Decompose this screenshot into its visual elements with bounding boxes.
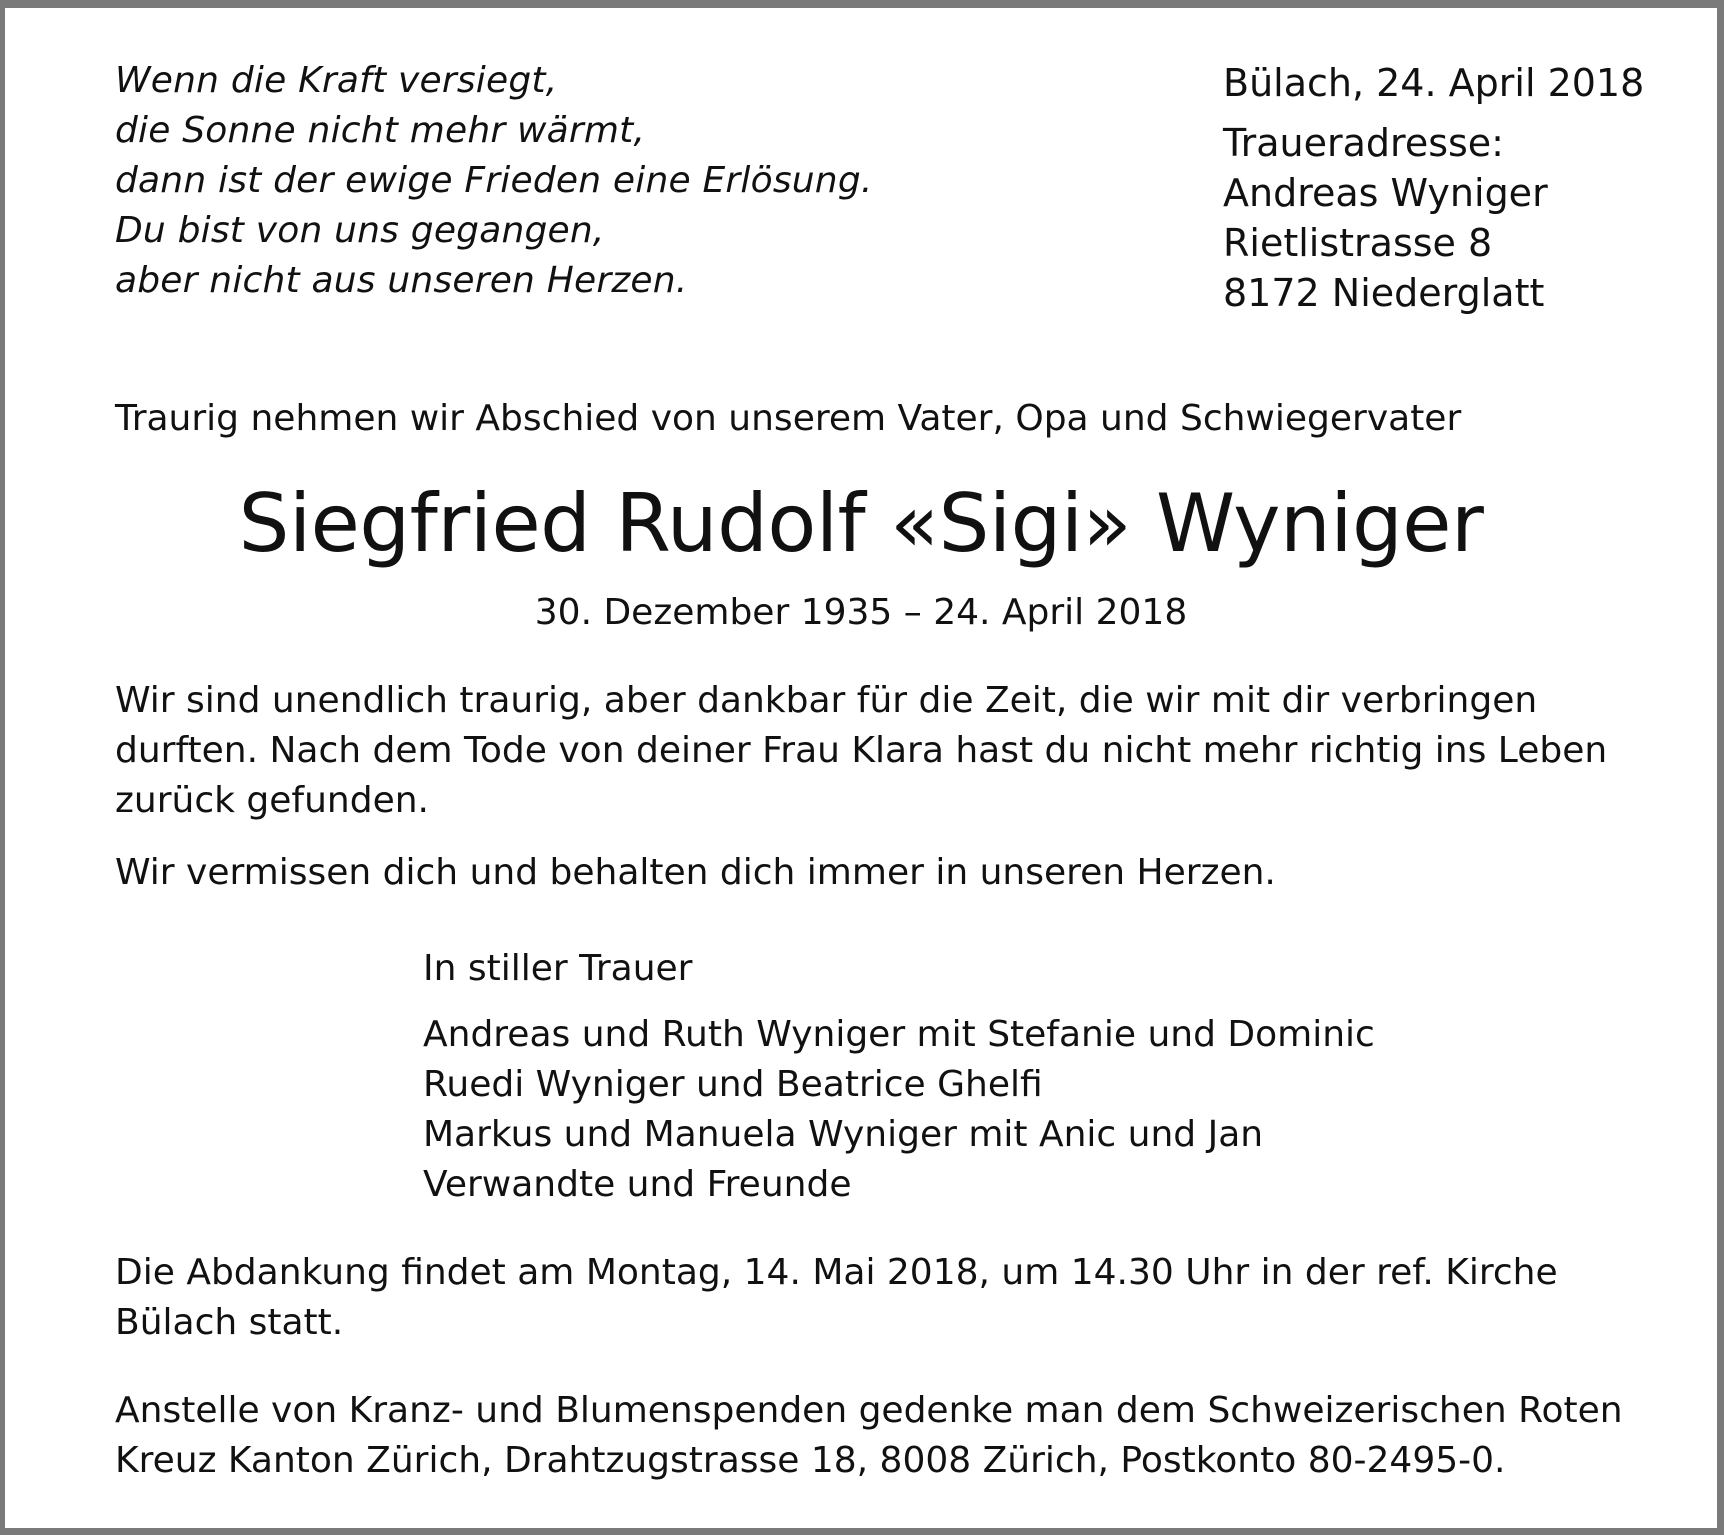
deceased-lifespan: 30. Dezember 1935 – 24. April 2018 (534, 592, 1188, 633)
farewell-intro: Traurig nehmen wir Abschied von unserem Vater, Opa und Schwiegervater (115, 398, 1462, 439)
mourner-entry: Andreas und Ruth Wyniger mit Stefanie und Dominic (423, 1014, 1375, 1055)
address-city: 8172 Niederglatt (1223, 271, 1545, 315)
mourners-list (423, 944, 1375, 1210)
funeral-service-info: Die Abdankung findet am Montag, 14. Mai 2018, um 14.30 Uhr in der ref. Kirche Bülach statt. (115, 1252, 1558, 1343)
poem-line: Wenn die Kraft versiegt, (115, 60, 558, 101)
deceased-name: Siegfried Rudolf «Sigi» Wyniger (238, 477, 1484, 570)
memorial-poem (115, 56, 873, 306)
place-and-date: Bülach, 24. April 2018 (1223, 61, 1645, 105)
mourning-address-block (1223, 58, 1644, 318)
address-name: Andreas Wyniger (1223, 171, 1548, 215)
mourner-entry: Ruedi Wyniger und Beatrice Ghelfi (423, 1064, 1043, 1105)
address-label: Traueradresse: (1223, 121, 1504, 165)
remembrance-closing: Wir vermissen dich und behalten dich immer in unseren Herzen. (115, 852, 1276, 893)
poem-line: die Sonne nicht mehr wärmt, (115, 110, 646, 151)
poem-line: Du bist von uns gegangen, (115, 210, 605, 251)
poem-line: dann ist der ewige Frieden eine Erlösung. (115, 160, 873, 201)
mourner-entry: Markus und Manuela Wyniger mit Anic und Jan (423, 1114, 1264, 1155)
obituary-notice (5, 8, 1717, 1528)
address-street: Rietlistrasse 8 (1223, 221, 1493, 265)
mourners-heading: In stiller Trauer (423, 948, 693, 989)
mourner-entry: Verwandte und Freunde (423, 1164, 852, 1205)
poem-line: aber nicht aus unseren Herzen. (115, 260, 688, 301)
donation-info: Anstelle von Kranz- und Blumenspenden gedenke man dem Schweizerischen Roten Kreuz Kanton Zürich, Drahtzugstrasse 18, 8008 Zürich, Postkonto 80-2495-0. (115, 1390, 1623, 1481)
remembrance-paragraph: Wir sind unendlich traurig, aber dankbar für die Zeit, die wir mit dir verbringen durften. Nach dem Tode von deiner Frau Klara hast du nicht mehr richtig ins Leben zurück gefunden. (115, 680, 1608, 821)
